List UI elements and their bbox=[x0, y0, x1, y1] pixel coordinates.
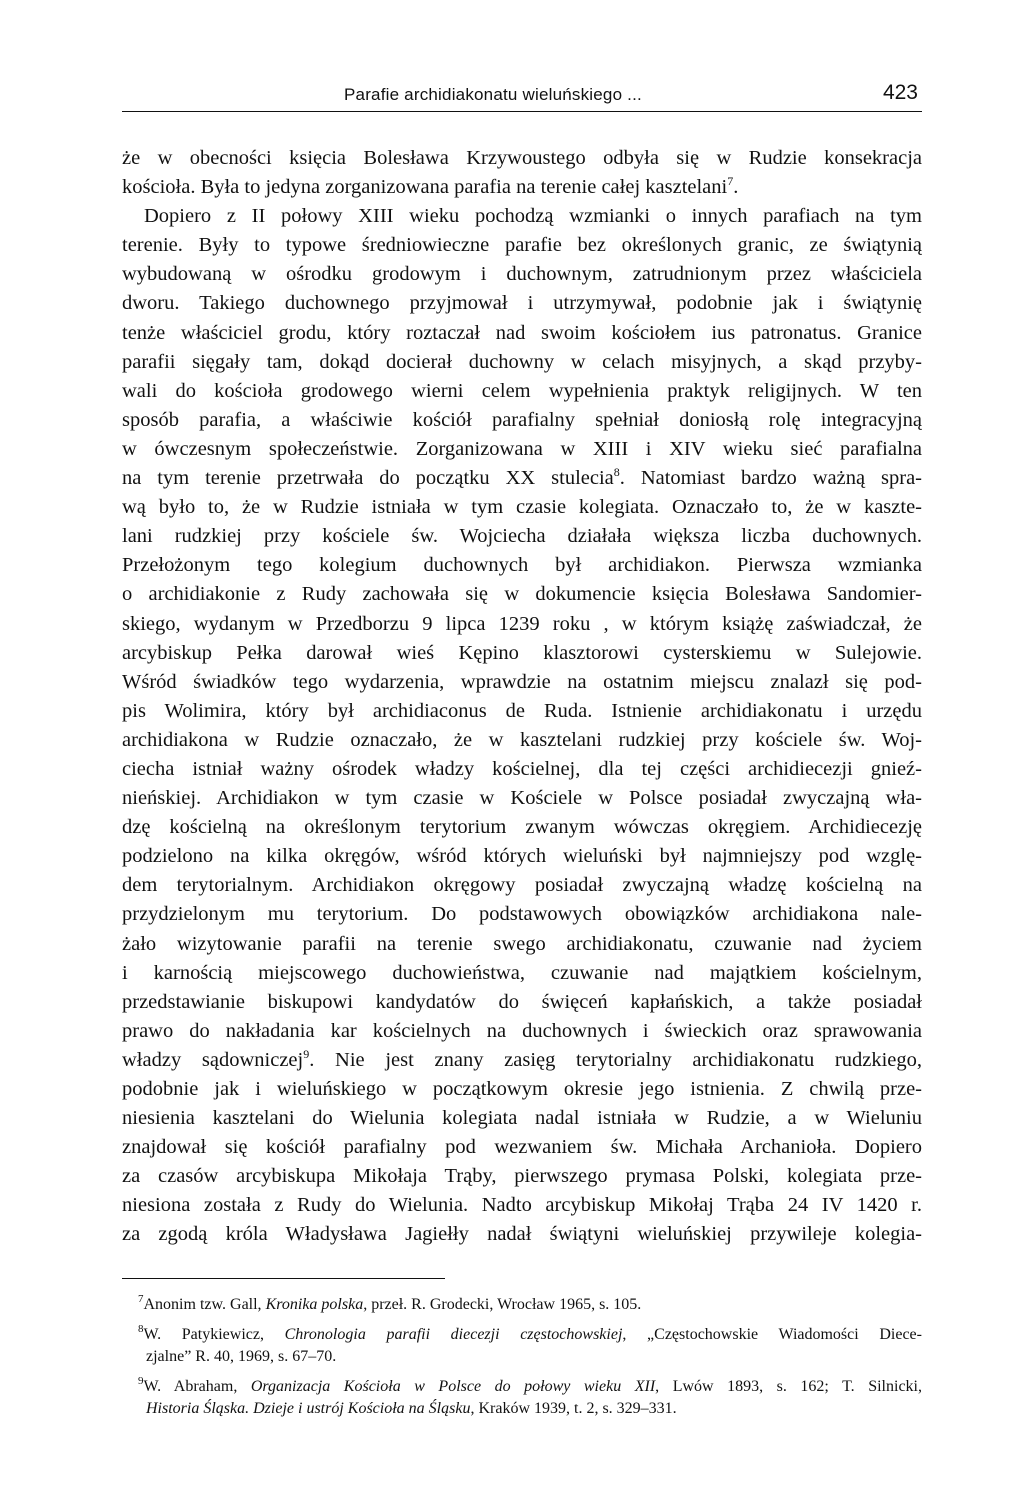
text-segment: . Natomiast bardzo ważną spra- bbox=[619, 467, 922, 490]
text-line bbox=[122, 464, 922, 493]
text-line: za zgodą króla Władysława Jagiełły nadał świątyni wieluńskiej przywileje kolegia- bbox=[122, 1223, 922, 1246]
text-line: parafii sięgały tam, dokąd docierał duchowny w celach misyjnych, a skąd przyby- bbox=[122, 350, 922, 373]
footnote-text: Anonim tzw. Gall, bbox=[143, 1296, 266, 1313]
text-line: znajdował się kościół parafialny pod wezwaniem św. Michała Archanioła. Dopiero bbox=[122, 1136, 922, 1159]
text-segment: władzy sądowniczej bbox=[122, 1048, 304, 1071]
text-line: w ówczesnym społeczeństwie. Zorganizowana w XIII i XIV wieku sieć parafialna bbox=[122, 437, 922, 460]
text-line: wybudowaną w ośrodku grodowym i duchownym, zatrudnionym przez właściciela bbox=[122, 263, 922, 286]
text-line: wą było to, że w Rudzie istniała w tym czasie kolegiata. Oznaczało to, że w kaszte- bbox=[122, 496, 922, 519]
footnote-text: W. Patykiewicz, bbox=[143, 1326, 285, 1343]
footnote-line: zjalne” R. 40, 1969, s. 67–70. bbox=[146, 1348, 337, 1365]
text-line: nieńskiej. Archidiakon w tym czasie w Kościele w Polsce posiadał zwyczajną wła- bbox=[122, 787, 922, 810]
text-line: tenże właściciel grodu, który roztaczał nad swoim kościołem ius patronatus. Granice bbox=[122, 321, 922, 344]
text-line: terenie. Były to typowe średniowieczne parafie bez określonych granic, ze świątynią bbox=[122, 234, 922, 257]
footnote-line bbox=[122, 1294, 922, 1316]
text-line: Wśród świadków tego wydarzenia, wprawdzie na ostatnim miejscu znalazł się pod- bbox=[122, 670, 922, 693]
footnote-ref-8: 8 bbox=[613, 465, 620, 480]
footnote-title: Organizacja Kościoła w Polsce do połowy wieku XII bbox=[250, 1378, 656, 1395]
text-segment: . Nie jest znany zasięg terytorialny archidiakonatu rudzkiego, bbox=[309, 1048, 922, 1071]
text-line: i karnością miejscowego duchowieństwa, czuwanie nad majątkiem kościelnym, bbox=[122, 961, 922, 984]
footnote-title: Chronologia parafii diecezji częstochowskiej bbox=[284, 1326, 623, 1343]
footnote-title: Historia Śląska. Dzieje i ustrój Kościoła na Śląsku bbox=[146, 1400, 471, 1417]
footnote-number: 8 bbox=[138, 1324, 144, 1335]
footnote-9 bbox=[122, 1376, 922, 1420]
footnote-divider bbox=[122, 1278, 445, 1279]
text-line: żało wizytowanie parafii na terenie swego archidiakonatu, czuwanie nad życiem bbox=[122, 932, 922, 955]
text-line: niesiona została z Rudy do Wielunia. Nadto arcybiskup Mikołaj Trąba 24 IV 1420 r. bbox=[122, 1194, 922, 1217]
text-line: ciecha istniał ważny ośrodek władzy kościelnej, dla tej części archidiecezji gnieź- bbox=[122, 757, 922, 780]
text-line: sposób parafia, a właściwie kościół parafialny spełniał doniosłą rolę integracyjną bbox=[122, 408, 922, 431]
text-line: skiego, wydanym w Przedborzu 9 lipca 1239 roku , w którym książę zaświadczał, że bbox=[122, 612, 922, 635]
text-segment: na tym terenie przetrwała do początku XX stulecia bbox=[122, 467, 614, 490]
text-line: dworu. Takiego duchownego przyjmował i utrzymywał, podobnie jak i świątynię bbox=[122, 292, 922, 315]
text-line: pis Wolimira, który był archidiaconus de Ruda. Istnienie archidiakonatu i urzędu bbox=[122, 699, 922, 722]
footnote-text: , Kraków 1939, t. 2, s. 329–331. bbox=[470, 1400, 677, 1417]
footnote-ref-7: 7 bbox=[727, 174, 734, 189]
footnote-8 bbox=[122, 1324, 922, 1368]
text-segment: . bbox=[733, 176, 739, 199]
footnote-text: , Lwów 1893, s. 162; T. Silnicki, bbox=[655, 1378, 922, 1395]
text-line: że w obecności księcia Bolesława Krzywoustego odbyła się w Rudzie konsekracja bbox=[122, 147, 922, 169]
footnote-number: 9 bbox=[138, 1376, 144, 1387]
text-line: przydzielonym mu terytorium. Do podstawowych obowiązków archidiakona nale- bbox=[122, 903, 922, 926]
footnote-7 bbox=[122, 1294, 922, 1316]
footnotes bbox=[122, 1294, 922, 1428]
text-line: lani rudzkiej przy kościele św. Wojciecha działała większa liczba duchownych. bbox=[122, 525, 922, 548]
footnote-text: , przeł. R. Grodecki, Wrocław 1965, s. 105. bbox=[363, 1296, 642, 1313]
footnote-line bbox=[122, 1324, 922, 1346]
text-line bbox=[122, 1046, 922, 1075]
text-line: archidiakona w Rudzie oznaczało, że w kasztelani rudzkiej przy kościele św. Woj- bbox=[122, 728, 922, 751]
page-number: 423 bbox=[882, 81, 918, 104]
body-text bbox=[122, 144, 922, 1250]
text-line: wali do kościoła grodowego wierni celem wypełnienia praktyk religijnych. W ten bbox=[122, 379, 922, 402]
running-header bbox=[122, 79, 922, 112]
text-line: przedstawianie biskupowi kandydatów do święceń kapłańskich, a także posiadał bbox=[122, 990, 922, 1013]
footnote-line bbox=[122, 1398, 922, 1420]
footnote-ref-9: 9 bbox=[303, 1046, 310, 1061]
text-line: Dopiero z II połowy XIII wieku pochodzą wzmianki o innych parafiach na tym bbox=[144, 205, 922, 228]
text-line: prawo do nakładania kar kościelnych na duchownych i świeckich oraz sprawowania bbox=[122, 1019, 922, 1042]
footnote-title: Kronika polska bbox=[265, 1296, 364, 1313]
running-title: Parafie archidiakonatu wieluńskiego ... bbox=[344, 85, 642, 104]
text-line: dem terytorialnym. Archidiakon okręgowy posiadał zwyczajną władzę kościelną na bbox=[122, 874, 922, 897]
text-line: za czasów arcybiskupa Mikołaja Trąby, pierwszego prymasa Polski, kolegiata prze- bbox=[122, 1165, 922, 1188]
text-line: arcybiskup Pełka darował wieś Kępino klasztorowi cysterskiemu w Sulejowie. bbox=[122, 641, 922, 664]
text-line: Przełożonym tego kolegium duchownych był archidiakon. Pierwsza wzmianka bbox=[122, 554, 922, 577]
text-line: niesienia kasztelani do Wielunia kolegiata nadal istniała w Rudzie, a w Wieluniu bbox=[122, 1107, 922, 1130]
footnote-number: 7 bbox=[138, 1294, 144, 1305]
text-line: podzielono na kilka okręgów, wśród których wieluński był najmniejszy pod wzglę- bbox=[122, 845, 922, 868]
footnote-text: W. Abraham, bbox=[143, 1378, 251, 1395]
text-segment: kościoła. Była to jedyna zorganizowana parafia na terenie całej kasztelani bbox=[122, 176, 728, 199]
text-line: o archidiakonie z Rudy zachowała się w dokumencie księcia Bolesława Sandomier- bbox=[122, 583, 922, 606]
footnote-line bbox=[122, 1376, 922, 1398]
footnote-text: , „Częstochowskie Wiadomości Diece- bbox=[622, 1326, 922, 1343]
text-line: dzę kościelną na określonym terytorium zwanym wówczas okręgiem. Archidiecezję bbox=[122, 816, 922, 839]
text-line bbox=[122, 173, 922, 202]
text-line: podobnie jak i wieluńskiego w początkowym okresie jego istnienia. Z chwilą prze- bbox=[122, 1078, 922, 1100]
